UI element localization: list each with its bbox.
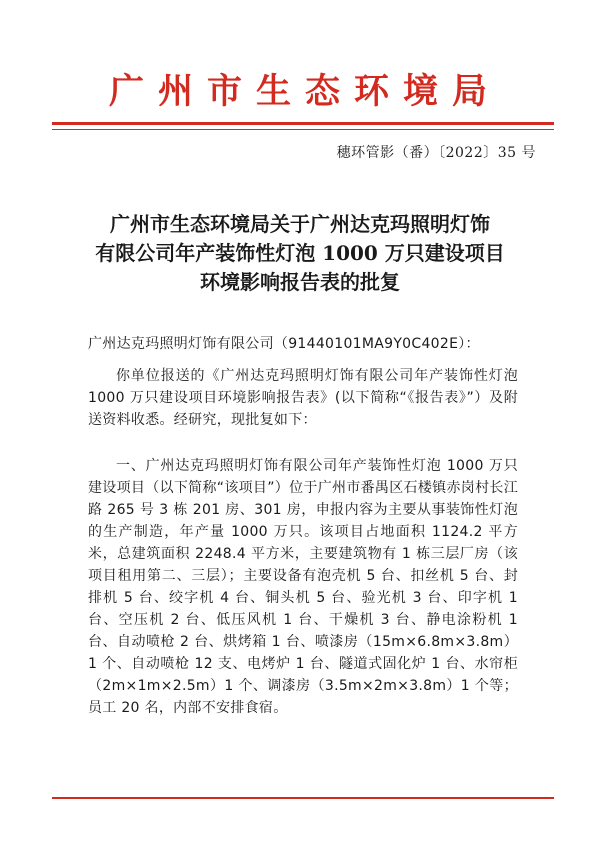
letterhead-rule-thick <box>52 122 554 125</box>
body-paragraph-2: 一、广州达克玛照明灯饰有限公司年产装饰性灯泡 1000 万只建设项目（以下简称“该项目”）位于广州市番禺区石楼镇赤岗村长江路 265 号 3 栋 201 房、301 房，申报内容为主要从事装饰性灯泡的生产制造，年产量 1000 万只。该项目占地面积 1124.2 平方米，总建筑面积 2248.4 平方米，主要建筑物有 1 栋三层厂房（该项目租用第二、三层）；主要设备有泡壳机 5 台、扣丝机 5 台、封排机 5 台、绞字机 4 台、铜头机 5 台、验光机 3 台、印字机 1 台、空压机 2 台、低压风机 1 台、干燥机 3 台、静电涂粉机 1 台、自动喷枪 2 台、烘烤箱 1 台、喷漆房（15m×6.8m×3.8m）1 个、自动喷枪 12 支、电烤炉 1 台、隧道式固化炉 1 台、水帘柜（2m×1m×2.5m）1 个、调漆房（3.5m×2m×3.8m）1 个等；员工 20 名，内部不安排食宿。 <box>88 458 518 716</box>
footer-rule <box>52 797 554 799</box>
title-line-3: 环境影响报告表的批复 <box>200 270 400 294</box>
letterhead-rule-thin <box>52 129 554 130</box>
title-line-2: 有限公司年产装饰性灯泡 1000 万只建设项目 <box>95 241 505 265</box>
body-paragraph-1: 你单位报送的《广州达克玛照明灯饰有限公司年产装饰性灯泡 1000 万只建设项目环境影响报告表》(以下简称“《报告表》”）及附送资料收悉。经研究，现批复如下： <box>88 368 518 428</box>
letterhead-agency-name: 广州市生态环境局 <box>108 72 501 112</box>
document-number: 穗环管影（番）〔2022〕35 号 <box>336 145 536 161</box>
document-title <box>60 210 540 297</box>
addressee: 广州达克玛照明灯饰有限公司（91440101MA9Y0C402E）： <box>88 336 480 352</box>
title-line-1: 广州市生态环境局关于广州达克玛照明灯饰 <box>110 212 490 236</box>
